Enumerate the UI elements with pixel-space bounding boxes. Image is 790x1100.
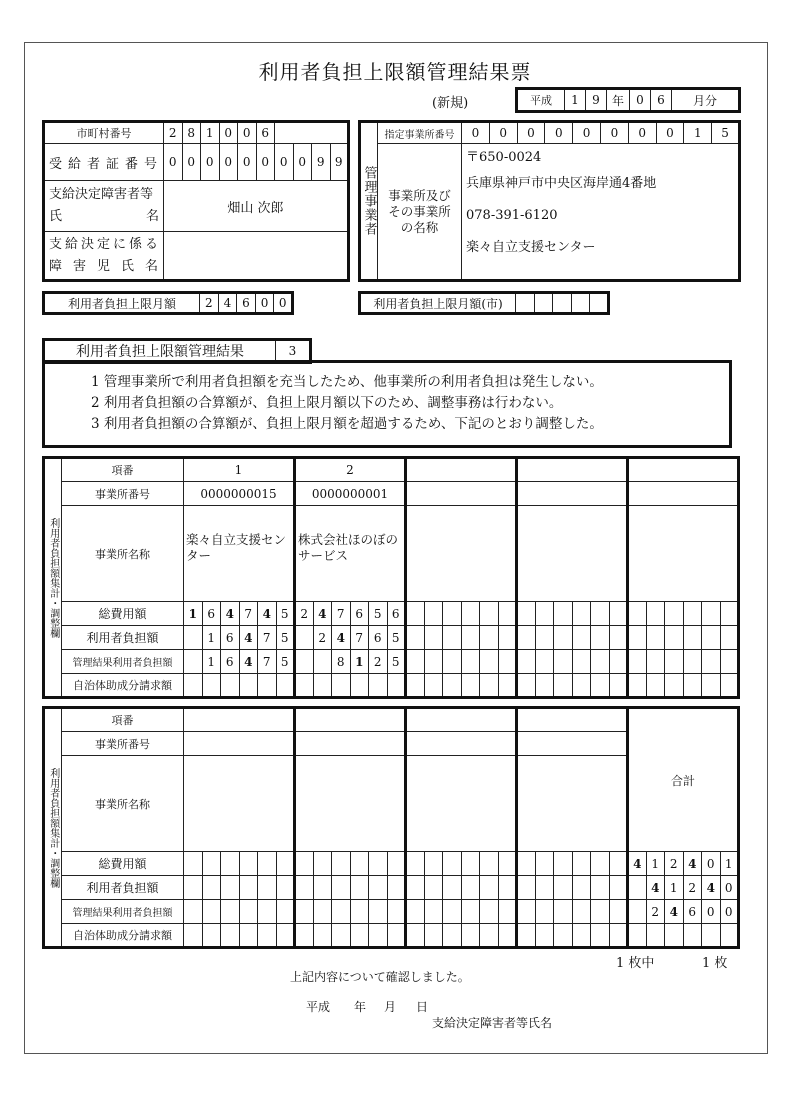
table2-total-label: 合計: [628, 708, 739, 852]
digit: 2: [369, 650, 388, 674]
digit: 4: [258, 602, 277, 626]
municipality-digit: 0: [238, 122, 257, 144]
limit-digit: 6: [237, 293, 256, 314]
digit: 5: [276, 650, 295, 674]
page-title: 利用者負担上限額管理結果票: [258, 60, 532, 84]
limit-city-label: 利用者負担上限月額(市): [360, 293, 516, 314]
limit-city-digit: [571, 293, 590, 314]
table1-col1-office-name-l1: 楽々自立支援セン: [186, 532, 287, 547]
row-label-office-name: 事業所名称: [62, 756, 184, 852]
digit: 0: [702, 852, 721, 876]
limit-digit: 2: [200, 293, 219, 314]
digit: 6: [369, 626, 388, 650]
period-year-digit: 9: [586, 89, 607, 112]
municipality-digit: 8: [182, 122, 201, 144]
certificate-digit: 0: [238, 144, 257, 181]
digit: 4: [239, 626, 258, 650]
child-label-line1: 支給決定に係る: [49, 236, 159, 252]
table1-side-label: 利用者負担額集計・調整欄: [44, 458, 62, 698]
digit: 7: [350, 626, 369, 650]
provider-number-digit: 0: [600, 122, 628, 144]
certificate-digit: 0: [164, 144, 183, 181]
digit: 1: [202, 650, 221, 674]
digit: 6: [387, 602, 406, 626]
provider-name-label-l2: その事業所: [388, 203, 451, 219]
row-label-municipal-claim: 自治体助成分請求額: [62, 674, 184, 698]
digit: 2: [683, 876, 702, 900]
date-day: 日: [416, 1000, 429, 1014]
limit-label: 利用者負担上限月額: [44, 293, 200, 314]
digit: 1: [202, 626, 221, 650]
person-label: [44, 181, 164, 232]
limit-city-digit: [590, 293, 609, 314]
row-label-item: 項番: [62, 458, 184, 482]
digit: 7: [332, 602, 351, 626]
signer-label: 支給決定障害者等氏名: [432, 1016, 553, 1030]
municipality-blank: [275, 122, 349, 144]
certificate-digit: 0: [182, 144, 201, 181]
digit: 2: [295, 602, 314, 626]
result-option: 1 管理事業所で利用者負担額を充当したため、他事業所の利用者負担は発生しない。: [91, 374, 603, 390]
date-year: 年: [354, 1000, 367, 1014]
digit: 7: [258, 626, 277, 650]
municipality-digit: 6: [256, 122, 275, 144]
result-option: 3 利用者負担額の合算額が、負担上限月額を超過するため、下記のとおり調整した。: [91, 416, 603, 432]
provider-address: 兵庫県神戸市中央区海岸通4番地: [466, 176, 657, 191]
table1-col4-office-no: [517, 482, 628, 506]
certificate-digit: 0: [256, 144, 275, 181]
digit: 0: [720, 900, 739, 924]
digit: [295, 626, 314, 650]
digit: 6: [202, 602, 221, 626]
table2-row-user-burden: [44, 876, 739, 900]
table1-col5-office-no: [628, 482, 739, 506]
provider-number-digit: 0: [517, 122, 545, 144]
digit: 5: [276, 602, 295, 626]
digit: 4: [628, 852, 647, 876]
digit: 2: [646, 900, 665, 924]
result-options: [42, 360, 732, 448]
provider-name-label: [378, 144, 462, 281]
row-label-office-no: 事業所番号: [62, 482, 184, 506]
period-box: [515, 87, 741, 113]
child-label: [44, 232, 164, 281]
table1-col2-office-name-l2: サービス: [298, 548, 349, 563]
digit: 4: [646, 876, 665, 900]
digit: 1: [350, 650, 369, 674]
certificate-digit: 9: [312, 144, 331, 181]
provider-number-label: 指定事業所番号: [378, 122, 462, 144]
period-month-label: 月分: [672, 89, 740, 112]
digit: 2: [313, 626, 332, 650]
municipality-digit: 2: [164, 122, 183, 144]
row-label-item: 項番: [62, 708, 184, 732]
table1-col4-office-name: [517, 506, 628, 602]
certificate-digit: 0: [293, 144, 312, 181]
table1-col2-office-no: 0000000001: [295, 482, 406, 506]
provider-number-digit: 0: [462, 122, 490, 144]
row-label-managed-burden: 管理結果利用者負担額: [62, 900, 184, 924]
digit: 5: [369, 602, 388, 626]
table1-col1-item: 1: [184, 458, 295, 482]
table1-col2-office-name-l1: 株式会社ほのぼの: [298, 532, 399, 547]
digit: 6: [683, 900, 702, 924]
person-label-shi: 氏: [49, 209, 63, 225]
digit: 4: [221, 602, 240, 626]
certificate-label: 受給者証番号: [44, 144, 164, 181]
digit: 4: [332, 626, 351, 650]
table1-col5-office-name: [628, 506, 739, 602]
person-label-mei: 名: [145, 209, 159, 225]
result-option: 2 利用者負担額の合算額が、負担上限月額以下のため、調整事務は行わない。: [91, 395, 563, 411]
person-name: 畑山 次郎: [164, 181, 349, 232]
table1-row-municipal-claim: [44, 674, 739, 698]
period-month-digit: 6: [651, 89, 672, 112]
limit-city-box: [358, 291, 610, 315]
period-year-digit: 1: [565, 89, 586, 112]
digit: 6: [350, 602, 369, 626]
child-label-line2: 障害児氏名: [49, 258, 159, 274]
period-month-digit: 0: [630, 89, 651, 112]
recipient-block: [42, 120, 350, 282]
result-label: 利用者負担上限額管理結果: [44, 340, 276, 363]
limit-box: [42, 291, 294, 315]
table2-row-managed-burden: [44, 900, 739, 924]
table1-row-managed-burden: [44, 650, 739, 674]
digit: 2: [665, 852, 684, 876]
provider-block: [358, 120, 741, 282]
digit: 7: [239, 602, 258, 626]
table1-col4-item: [517, 458, 628, 482]
table1-col2-office-name: [295, 506, 406, 602]
table1-col3-office-no: [406, 482, 517, 506]
confirmation-text: 上記内容について確認しました。: [290, 970, 470, 984]
municipality-digit: 0: [219, 122, 238, 144]
row-label-total-cost: 総費用額: [62, 852, 184, 876]
provider-number-digit: 0: [628, 122, 656, 144]
municipality-digit: 1: [201, 122, 220, 144]
digit: 4: [702, 876, 721, 900]
provider-phone: 078-391-6120: [466, 208, 558, 223]
row-label-user-burden: 利用者負担額: [62, 626, 184, 650]
limit-city-digit: [534, 293, 553, 314]
digit: 1: [184, 602, 203, 626]
digit: 4: [683, 852, 702, 876]
provider-postal: 〒650-0024: [466, 150, 542, 165]
digit: 0: [720, 876, 739, 900]
date-era: 平成: [306, 1000, 331, 1014]
digit: 8: [332, 650, 351, 674]
table1-row-total-cost: [44, 602, 739, 626]
digit: [628, 876, 647, 900]
digit: [184, 626, 203, 650]
digit: 4: [665, 900, 684, 924]
provider-number-digit: 0: [489, 122, 517, 144]
provider-vertical-label: 管理事業者: [360, 122, 378, 281]
provider-number-digit: 0: [545, 122, 573, 144]
digit: [184, 650, 203, 674]
period-year-label: 年: [607, 89, 630, 112]
aggregate-table-2: [42, 706, 740, 949]
period-era: 平成: [517, 89, 565, 112]
table1-row-user-burden: [44, 626, 739, 650]
child-name: [164, 232, 349, 281]
digit: 5: [387, 650, 406, 674]
digit: 1: [720, 852, 739, 876]
provider-info: [462, 144, 740, 281]
certificate-digit: 9: [330, 144, 349, 181]
digit: [313, 650, 332, 674]
table1-col5-item: [628, 458, 739, 482]
provider-office-name: 楽々自立支援センター: [466, 240, 596, 255]
provider-number-digit: 0: [573, 122, 601, 144]
limit-digit: 4: [218, 293, 237, 314]
digit: 1: [665, 876, 684, 900]
limit-digit: 0: [274, 293, 293, 314]
aggregate-table-1: [42, 456, 740, 699]
row-label-total-cost: 総費用額: [62, 602, 184, 626]
digit: 6: [221, 626, 240, 650]
provider-number-digit: 5: [712, 122, 740, 144]
table1-col3-office-name: [406, 506, 517, 602]
table2-row-total-cost: [44, 852, 739, 876]
digit: 0: [702, 900, 721, 924]
limit-digit: 0: [255, 293, 274, 314]
provider-name-label-l1: 事業所及び: [388, 187, 451, 203]
row-label-office-no: 事業所番号: [62, 732, 184, 756]
table1-col3-item: [406, 458, 517, 482]
table2-side-label: 利用者負担額集計・調整欄: [44, 708, 62, 948]
date-month: 月: [384, 1000, 397, 1014]
certificate-digit: 0: [275, 144, 294, 181]
row-label-office-name: 事業所名称: [62, 506, 184, 602]
certificate-digit: 0: [201, 144, 220, 181]
row-label-managed-burden: 管理結果利用者負担額: [62, 650, 184, 674]
digit: [295, 650, 314, 674]
limit-city-digit: [516, 293, 535, 314]
page-number: 1 枚: [702, 956, 728, 971]
row-label-municipal-claim: 自治体助成分請求額: [62, 924, 184, 948]
provider-name-label-l3: の名称: [400, 219, 439, 235]
table1-col2-item: 2: [295, 458, 406, 482]
table1-col1-office-no: 0000000015: [184, 482, 295, 506]
table1-col1-office-name: [184, 506, 295, 602]
digit: [628, 900, 647, 924]
row-label-user-burden: 利用者負担額: [62, 876, 184, 900]
table1-col1-office-name-l2: ター: [186, 548, 212, 563]
digit: 4: [239, 650, 258, 674]
status-label: (新規): [432, 96, 469, 111]
digit: 5: [387, 626, 406, 650]
page-count: 1 枚中: [616, 956, 655, 971]
certificate-digit: 0: [219, 144, 238, 181]
table2-row-municipal-claim: [44, 924, 739, 948]
digit: 6: [221, 650, 240, 674]
municipality-label: 市町村番号: [44, 122, 164, 144]
result-value: 3: [276, 340, 311, 363]
provider-number-digit: 1: [684, 122, 712, 144]
digit: 5: [276, 626, 295, 650]
digit: 4: [313, 602, 332, 626]
digit: 7: [258, 650, 277, 674]
digit: 1: [646, 852, 665, 876]
provider-number-digit: 0: [656, 122, 684, 144]
limit-city-digit: [553, 293, 572, 314]
person-label-line1: 支給決定障害者等: [49, 187, 154, 203]
